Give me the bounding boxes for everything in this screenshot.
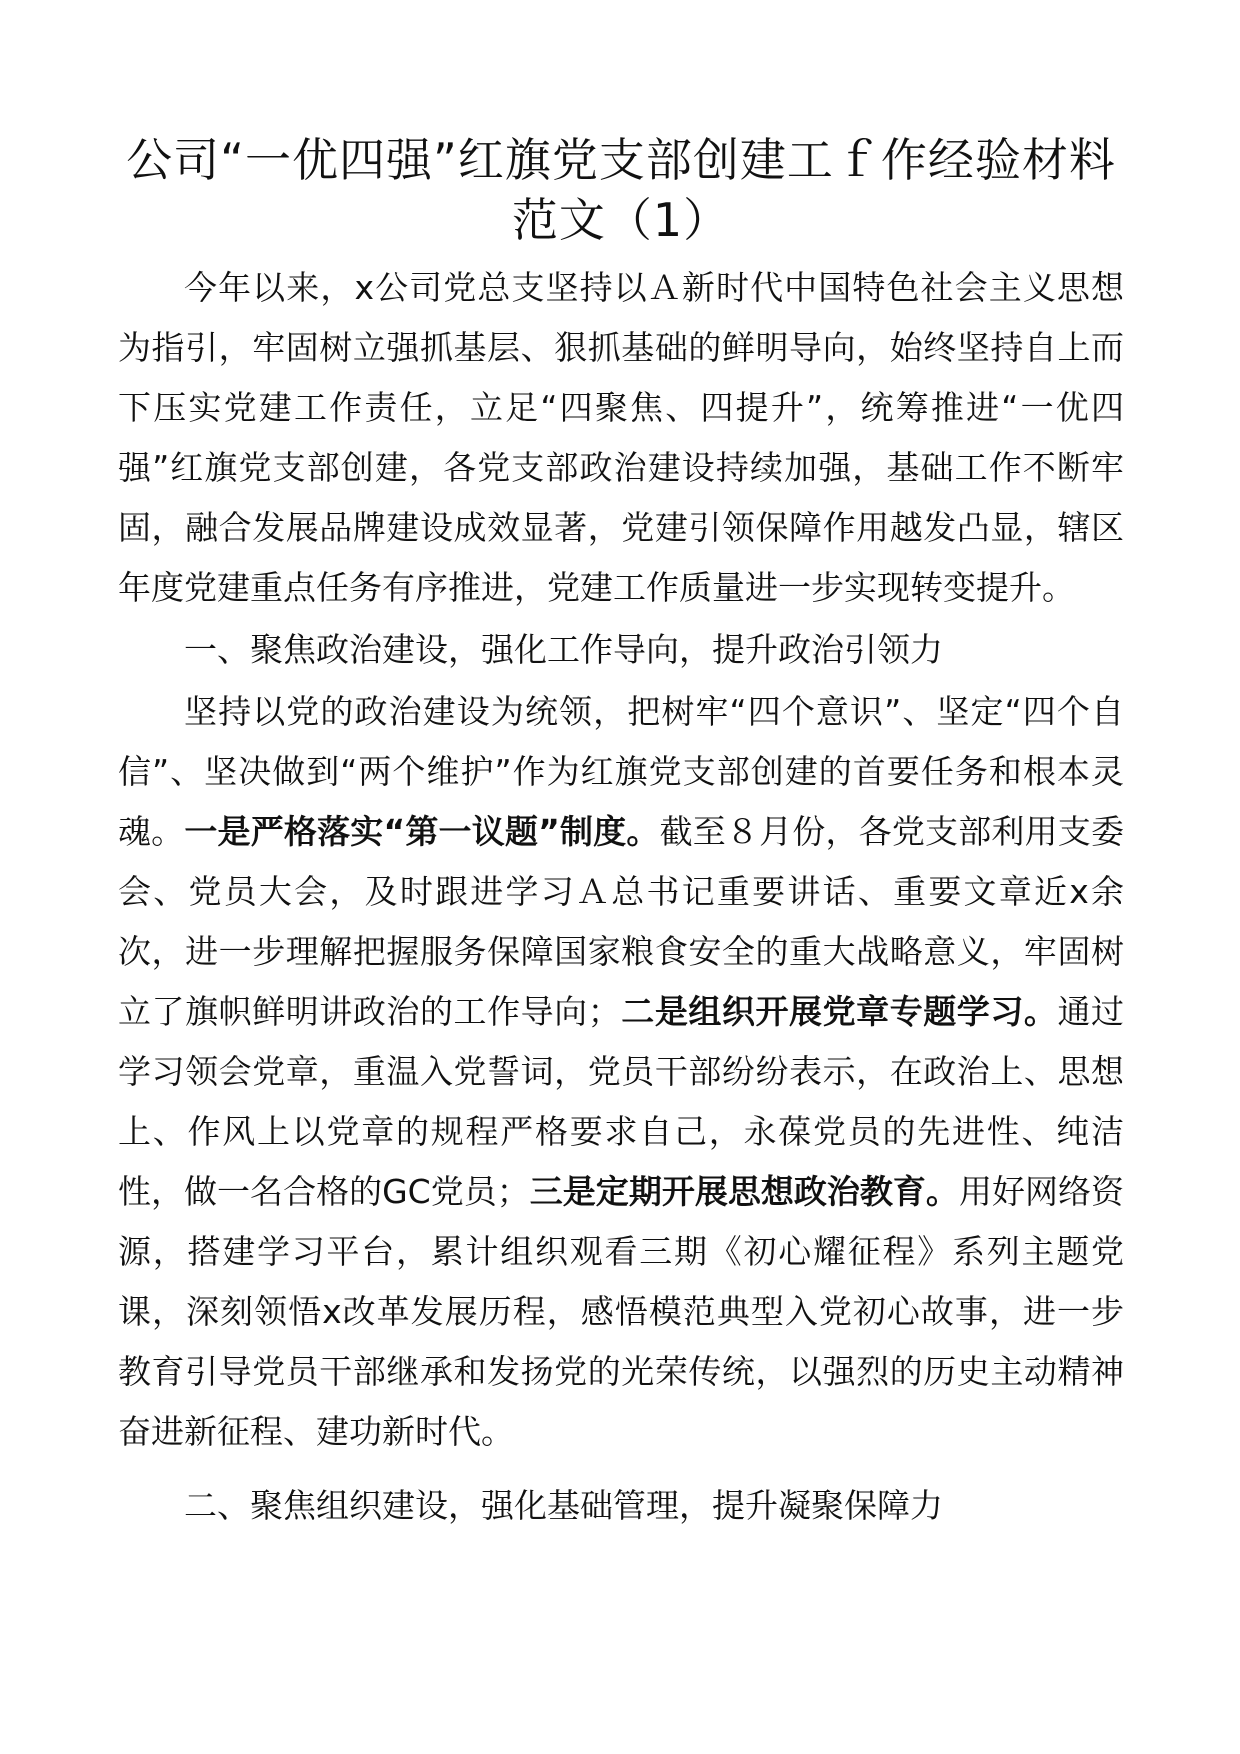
section-1-paragraph — [118, 682, 1124, 1462]
document-page — [118, 130, 1124, 1536]
section-1-bold-2: 二是组织开展党章专题学习。 — [620, 992, 1058, 1031]
section-1-text-4: 用好网络资源，搭建学习平台，累计组织观看三期《初心耀征程》系列主题党课，深刻领悟x改革发展历程，感悟模范典型入党初心故事，进一步教育引导党员干部继承和发扬党的光荣传统，以强烈的历史主动精神奋进新征程、建功新时代。 — [118, 1172, 1125, 1451]
document-title — [118, 130, 1124, 250]
section-1-heading: 一、聚焦政治建设，强化工作导向，提升政治引领力 — [184, 630, 943, 669]
intro-paragraph: 今年以来，x公司党总支坚持以Ａ新时代中国特色社会主义思想为指引，牢固树立强抓基层、狠抓基础的鲜明导向，始终坚持自上而下压实党建工作责任，立足“四聚焦、四提升”，统筹推进“一优四强”红旗党支部创建，各党支部政治建设持续加强，基础工作不断牢固，融合发展品牌建设成效显著，党建引领保障作用越发凸显，辖区年度党建重点任务有序推进，党建工作质量进一步实现转变提升。 — [118, 268, 1124, 607]
section-1-text-2: 截至８月份，各党支部利用支委会、党员大会，及时跟进学习Ａ总书记重要讲话、重要文章近x余次，进一步理解把握服务保障国家粮食安全的重大战略意义，牢固树立了旗帜鲜明讲政治的工作导向； — [118, 812, 1124, 1031]
section-2-heading: 二、聚焦组织建设，强化基础管理，提升凝聚保障力 — [184, 1486, 943, 1525]
section-1-bold-3: 三是定期开展思想政治教育。 — [529, 1172, 959, 1211]
section-1-bold-1: 一是严格落实“第一议题”制度。 — [184, 812, 660, 851]
title-line-2: 范文（1） — [511, 193, 731, 247]
title-line-1: 公司“一优四强”红旗党支部创建工ｆ作经验材料 — [126, 133, 1116, 187]
section-1-text-1: 坚持以党的政治建设为统领，把树牢“四个意识”、坚定“四个自信”、坚决做到“两个维护”作为红旗党支部创建的首要任务和根本灵魂。 — [118, 692, 1124, 851]
section-1-text-3: 通过学习领会党章，重温入党誓词，党员干部纷纷表示，在政治上、思想上、作风上以党章的规程严格要求自己，永葆党员的先进性、纯洁性，做一名合格的GC党员； — [118, 992, 1125, 1211]
